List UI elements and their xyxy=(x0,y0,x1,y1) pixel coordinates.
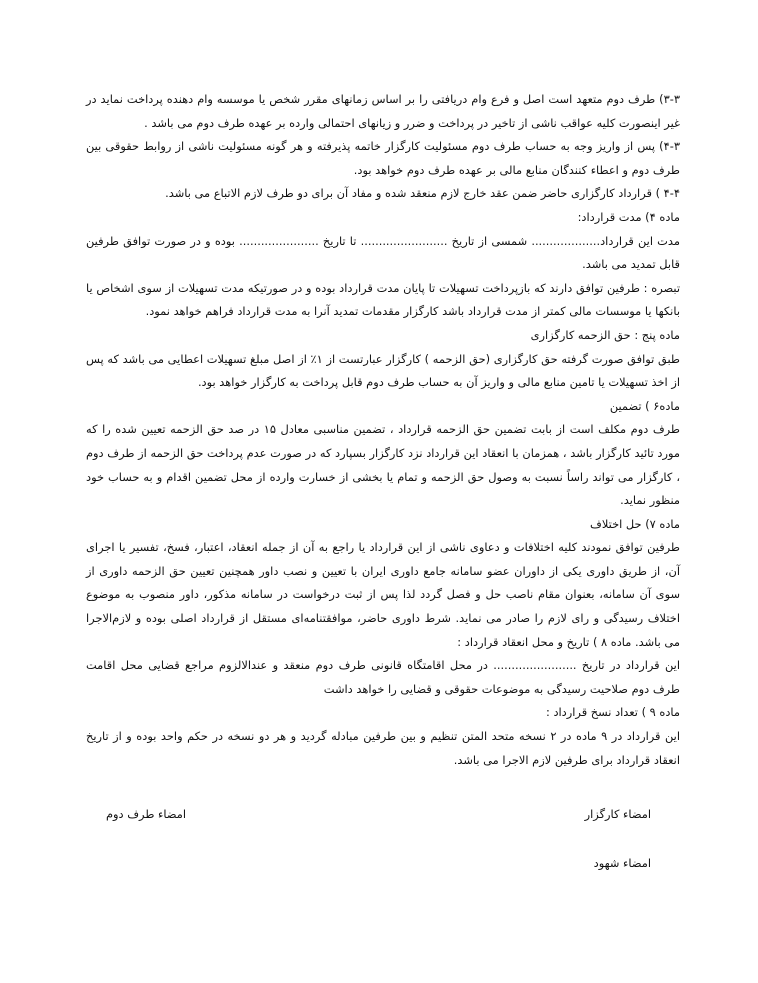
copies-text: این قرارداد در ۹ ماده در ۲ نسخه متحد المتن تنظیم و بین طرفین مبادله گردید و هر دو نسخه در حکم واحد بوده و از تاریخ انعقاد قرارداد برای طرفین لازم الاجرا می باشد. xyxy=(86,729,680,767)
second-party-signature-label: امضاء طرف دوم xyxy=(106,807,186,821)
contract-date-place-text: این قرارداد در تاریخ ....................... در محل اقامتگاه قانونی طرف دوم منعقد و عندالالزوم مراجع قضایی محل اقامت طرف دوم صلاحیت رسیدگی به موضوعات حقوقی و قضایی را خواهد داشت xyxy=(86,658,680,696)
brokerage-fee-text: طبق توافق صورت گرفته حق کارگزاری (حق الزحمه ) کارگزار عبارتست از ۱٪ از اصل مبلغ تسهیلات اعطایی می باشد که پس از اخذ تسهیلات یا تامین منابع مالی و واریز آن به حساب طرف دوم قابل پرداخت به کارگزار خواهد بود. xyxy=(86,351,680,390)
article-9-heading: ماده ۹ ) تعداد نسخ قرارداد : xyxy=(545,705,680,720)
article-7-heading: ماده ۷) حل اختلاف xyxy=(590,516,680,531)
article-5-heading: ماده پنج : حق الزحمه کارگزاری xyxy=(530,327,680,342)
contract-body xyxy=(86,88,680,772)
article-6-heading: ماده۶ ) تضمین xyxy=(609,398,680,413)
broker-signature-label: امضاء کارگزار xyxy=(584,807,651,821)
article-4-heading: ماده ۴) مدت قرارداد: xyxy=(577,209,680,224)
clause-3-3: ۳-۳) طرف دوم متعهد است اصل و فرع وام دریافتی را بر اساس زمانهای مقرر شخص یا موسسه وام دهنده پرداخت نماید در غیر اینصورت کلیه عواقب ناشی از تاخیر در پرداخت و ضرر و زیانهای احتمالی وارده بر عهده طرف دوم می باشد . xyxy=(86,92,680,130)
dispute-resolution-text: طرفین توافق نمودند کلیه اختلافات و دعاوی ناشی از این قرارداد یا راجع به آن از جمله انعقاد، اعتبار، فسخ، تفسیر یا اجرای آن، از طریق داوری یکی از داوران عضو سامانه جامع داوری ایران با تعیین و نصب داور همچنین تعیین حق الزحمه داوری از سوی آن سامانه، بعنوان مقام ناصب حل و فصل گردد لذا پس از ثبت درخواست در سامانه مذکور، داور منصوب به موضوع اختلاف رسیدگی و رای لازم را صادر می نماید. شرط داوری حاضر، موافقتنامه‌ای مستقل از قرارداد اصلی بوده و لازم‌الاجرا می باشد. ماده ۸ ) تاریخ و محل انعقاد قرارداد : xyxy=(86,540,680,649)
clause-3-4: ۴-۳) پس از واریز وجه به حساب طرف دوم مسئولیت کارگزار خاتمه پذیرفته و هر گونه مسئولیت ناشی از روابط حقوقی بین طرف دوم و اعطاء کنندگان منابع مالی بر عهده طرف دوم خواهد بود. xyxy=(86,139,680,177)
witnesses-signature-label: امضاء شهود xyxy=(593,856,651,870)
clause-4-4: ۴-۴ ) قرارداد کارگزاری حاضر ضمن عقد خارج لازم منعقد شده و مفاد آن برای دو طرف لازم الاتباع می باشد. xyxy=(165,186,680,201)
note-paragraph: تبصره : طرفین توافق دارند که بازپرداخت تسهیلات تا پایان مدت قرارداد بوده و در صورتیکه مدت تسهیلات از سوی اشخاص یا بانکها یا موسسات مالی کمتر از مدت قرارداد باشد کارگزار مقدمات تمدید آنرا به مدت قرارداد فراهم خواهد نمود. xyxy=(86,280,680,319)
contract-duration-text: مدت این قرارداد................... شمسی از تاریخ ........................ تا تاریخ ...................... بوده و در صورت توافق طرفین قابل تمدید می باشد. xyxy=(86,233,680,272)
guarantee-text: طرف دوم مکلف است از بابت تضمین حق الزحمه قرارداد ، تضمین مناسبی معادل ۱۵ در صد حق الزحمه تعیین شده را که مورد تائید کارگزار باشد ، همزمان با انعقاد این قرارداد نزد کارگزار بسپارد که در صورت عدم پرداخت حق الزحمه از طرف دوم ، کارگزار می تواند راساً نسبت به وصول حق الزحمه و تمام یا بخشی از خسارت وارده از محل تضمین اقدام و به حساب خود منظور نماید. xyxy=(86,422,680,508)
